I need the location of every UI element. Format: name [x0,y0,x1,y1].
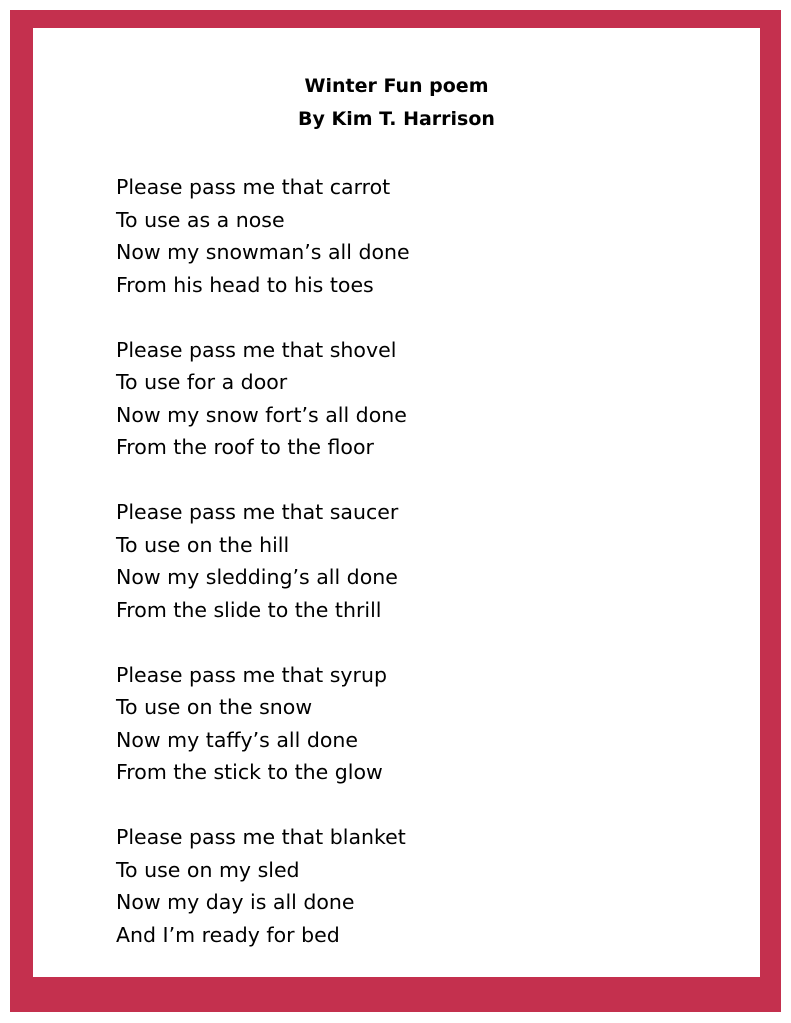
stanza-4 [116,659,410,789]
poem-line: From the slide to the thrill [116,597,382,622]
stanza-3 [116,496,410,626]
poem-line: Now my day is all done [116,890,355,914]
poem-line: To use as a nose [116,207,285,232]
poem-body [116,171,410,984]
poem-line: Now my snow fort’s all done [116,402,407,427]
stanza-1 [116,171,410,301]
poem-line: Now my snowman’s all done [116,240,410,264]
poem-title: Winter Fun poem [304,75,489,97]
poem-line: And I’m ready for bed [116,922,340,947]
poem-line: Please pass me that carrot [116,175,391,199]
title-block [33,70,760,136]
poem-line: Please pass me that saucer [116,500,399,524]
poem-line: Now my sledding’s all done [116,565,398,589]
poem-line: From his head to his toes [116,272,374,297]
poem-line: To use on the hill [116,532,290,557]
poem-line: Now my taffy’s all done [116,727,358,752]
poem-line: From the stick to the glow [116,760,383,784]
stanza-2 [116,334,410,464]
poem-author: By Kim T. Harrison [298,108,495,130]
poem-line: From the roof to the floor [116,435,374,459]
poem-line: Please pass me that syrup [116,662,387,687]
document-page [33,28,760,977]
stanza-5 [116,821,410,951]
poem-line: Please pass me that shovel [116,337,397,362]
poem-line: To use on my sled [116,857,300,882]
poem-line: To use on the snow [116,695,313,719]
poem-line: To use for a door [116,370,288,394]
poem-line: Please pass me that blanket [116,825,406,849]
